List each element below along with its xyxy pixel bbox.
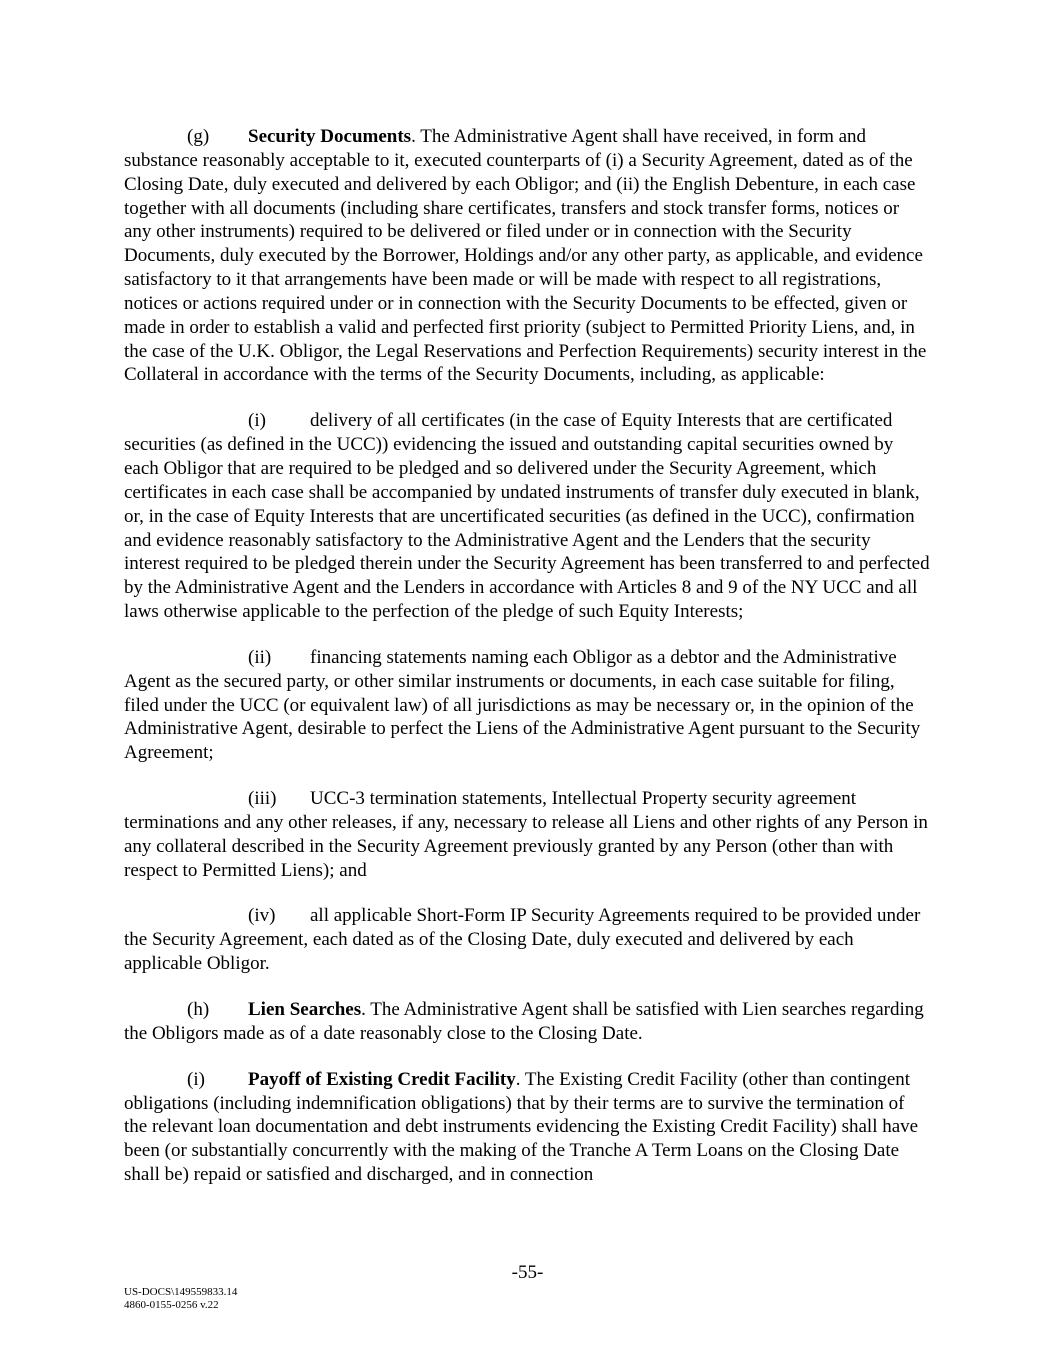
paragraph-heading: Lien Searches (248, 999, 362, 1020)
subparagraph-iii-termination-statements (124, 787, 930, 882)
subparagraph-ii-financing-statements (124, 646, 930, 765)
document-footer (124, 1286, 237, 1312)
paragraph-marker: (h) (187, 999, 210, 1020)
paragraph-marker: (i) (187, 1068, 205, 1090)
footer-version: 4860-0155-0256 v.22 (124, 1299, 219, 1311)
document-body (124, 125, 930, 1209)
paragraph-heading: Payoff of Existing Credit Facility (248, 1068, 516, 1090)
footer-doc-id: US-DOCS\149559833.14 (124, 1286, 238, 1298)
page-number: -55- (511, 1262, 544, 1283)
subparagraph-marker: (iii) (248, 788, 277, 810)
subparagraph-marker: (ii) (248, 646, 272, 668)
subparagraph-i-certificates (124, 409, 930, 624)
paragraph-marker: (g) (187, 126, 210, 147)
paragraph-text: . The Existing Credit Facility (other than contingent obligations (including indemnification obligations) that by their terms are to survive the termination of the relevant loan documentation and debt instruments evidencing the Existing Credit Facility) shall have been (or substantially concurrently with the making of the Tranche A Term Loans on the Closing Date shall be) repaid or satisfied and discharged, and in connection (124, 1068, 919, 1186)
paragraph-g-security-documents (124, 125, 930, 387)
subparagraph-text: financing statements naming each Obligor as a debtor and the Administrative Agent as the secured party, or other similar instruments or documents, in each case suitable for filing, filed under the UCC (or equivalent law) of all jurisdictions as may be necessary or, in the opinion of the Administrative Agent, desirable to perfect the Liens of the Administrative Agent pursuant to the Security Agreement; (124, 646, 921, 764)
paragraph-heading: Security Documents (248, 126, 412, 147)
paragraph-text: . The Administrative Agent shall be satisfied with Lien searches regarding the Obligors made as of a date reasonably close to the Closing Date. (124, 999, 924, 1044)
subparagraph-marker: (i) (248, 410, 266, 432)
subparagraph-iv-ip-security-agreements (124, 904, 930, 976)
subparagraph-text: UCC-3 termination statements, Intellectual Property security agreement terminations and any other releases, if any, necessary to release all Liens and other rights of any Person in any collateral described in the Security Agreement previously granted by any Person (other than with respect to Permitted Liens); and (124, 788, 928, 881)
paragraph-i-payoff-existing-credit-facility (124, 1068, 930, 1187)
paragraph-text: . The Administrative Agent shall have received, in form and substance reasonably acceptable to it, executed counterparts of (i) a Security Agreement, dated as of the Closing Date, duly executed and delivered by each Obligor; and (ii) the English Debenture, in each case together with all documents (including share certificates, transfers and stock transfer forms, notices or any other instruments) required to be delivered or filed under or in connection with the Security Documents, duly executed by the Borrower, Holdings and/or any other party, as applicable, and evidence satisfactory to it that arrangements have been made or will be made with respect to all registrations, notices or actions required under or in connection with the Security Documents to be effected, given or made in order to establish a valid and perfected first priority (subject to Permitted Priority Liens, and, in the case of the U.K. Obligor, the Legal Reservations and Perfection Requirements) security interest in the Collateral in accordance with the terms of the Security Documents, including, as applicable: (124, 126, 927, 386)
subparagraph-text: delivery of all certificates (in the case of Equity Interests that are certificated securities (as defined in the UCC)) evidencing the issued and outstanding capital securities owned by each Obligor that are required to be pledged and so delivered under the Security Agreement, which certificates in each case shall be accompanied by undated instruments of transfer duly executed in blank, or, in the case of Equity Interests that are uncertificated securities (as defined in the UCC), confirmation and evidence reasonably satisfactory to the Administrative Agent and the Lenders that the security interest required to be pledged therein under the Security Agreement has been transferred to and perfected by the Administrative Agent and the Lenders in accordance with Articles 8 and 9 of the NY UCC and all laws otherwise applicable to the perfection of the pledge of such Equity Interests; (124, 410, 930, 623)
subparagraph-marker: (iv) (248, 905, 276, 927)
paragraph-h-lien-searches (124, 998, 930, 1046)
subparagraph-text: all applicable Short-Form IP Security Agreements required to be provided under the Security Agreement, each dated as of the Closing Date, duly executed and delivered by each applicable Obligor. (124, 905, 921, 975)
